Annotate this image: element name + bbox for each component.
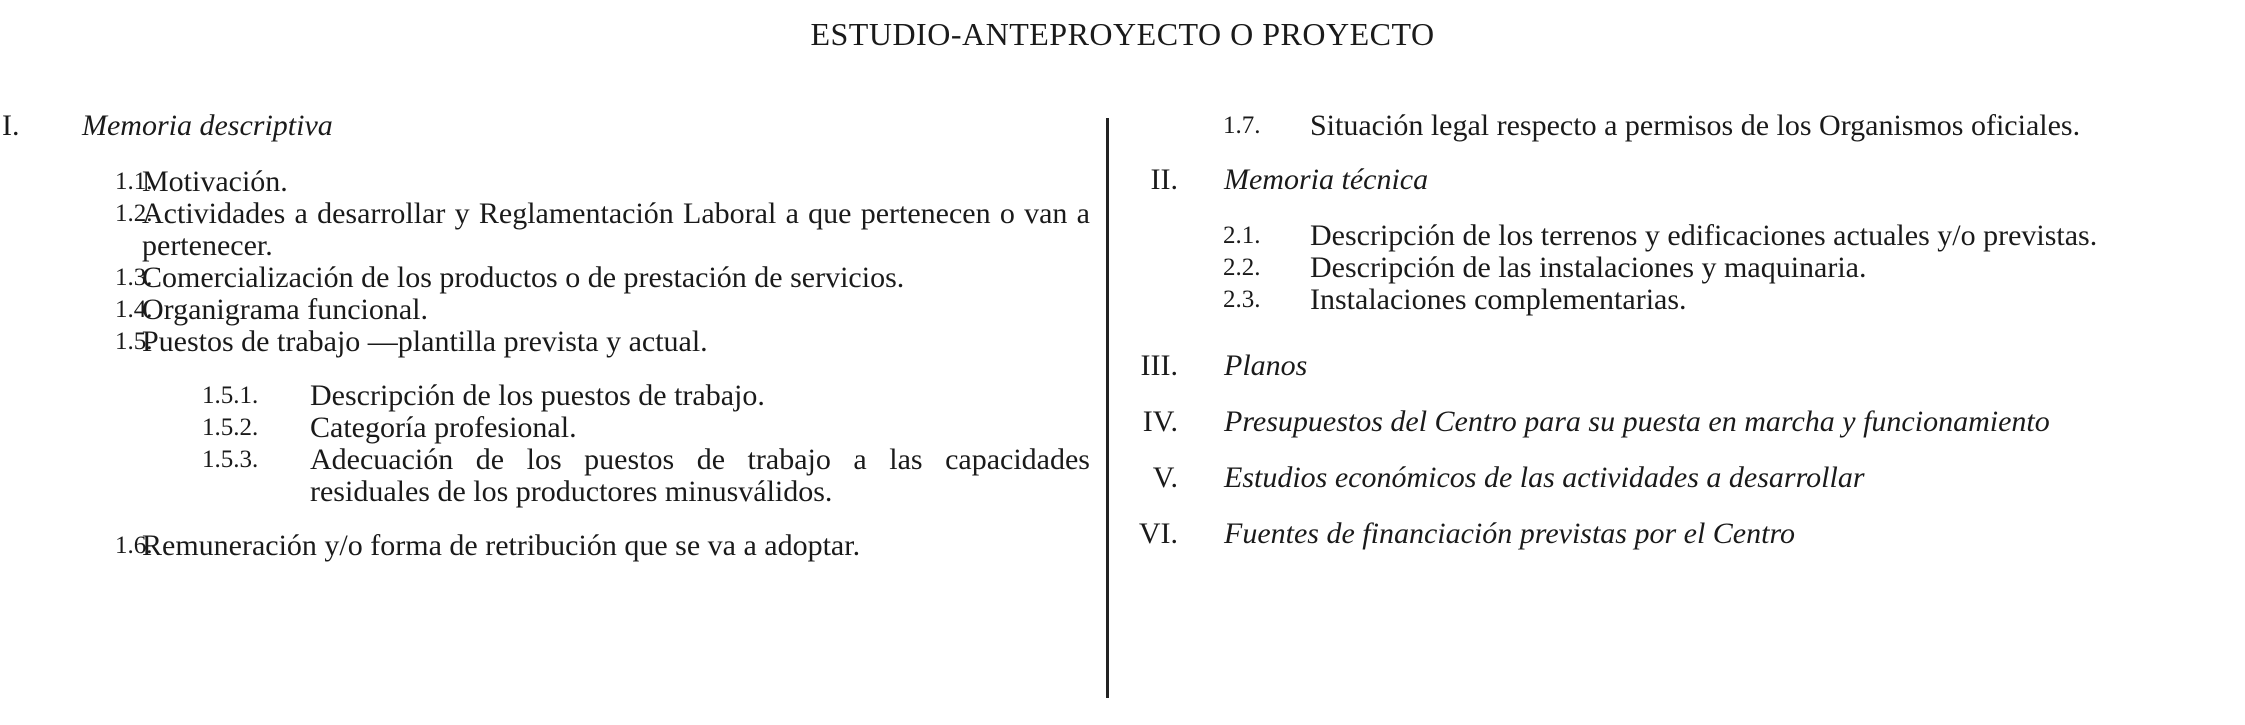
item-number: 1.1. — [115, 168, 153, 195]
section-memoria-tecnica — [1120, 164, 2220, 198]
item-text: Categoría profesional. — [310, 411, 577, 444]
sub-list-item — [0, 412, 1090, 444]
item-text: Descripción de las instalaciones y maquinaria. — [1310, 251, 1867, 284]
item-text: Actividades a desarrollar y Reglamentación Laboral a que pertenecen o van a pertenecer. — [142, 197, 1090, 262]
section-heading: Fuentes de financiación previstas por el Centro — [1224, 517, 1796, 550]
section-estudios-economicos — [1120, 462, 2220, 496]
section-number: III. — [1140, 349, 1178, 382]
sub-list-item — [0, 444, 1090, 508]
list-item — [1120, 220, 2220, 252]
section-heading: Estudios económicos de las actividades a desarrollar — [1224, 461, 1865, 494]
section-memoria-descriptiva — [0, 110, 1090, 144]
item-text: Descripción de los puestos de trabajo. — [310, 379, 765, 412]
section-fuentes-financiacion — [1120, 518, 2220, 552]
item-number: 2.2. — [1223, 254, 1261, 281]
section-presupuestos — [1120, 406, 2220, 440]
section-heading: Presupuestos del Centro para su puesta en marcha y funcionamiento — [1224, 405, 2050, 438]
list-item — [0, 530, 1090, 562]
item-text: Remuneración y/o forma de retribución que se va a adoptar. — [142, 529, 861, 562]
section-planos — [1120, 350, 2220, 384]
list-item — [0, 166, 1090, 198]
section-number: I. — [2, 109, 20, 142]
item-number: 1.3. — [115, 264, 153, 291]
column-divider — [1106, 118, 1109, 698]
item-number: 1.5. — [115, 328, 153, 355]
item-number: 1.5.3. — [202, 446, 259, 473]
section-heading: Memoria descriptiva — [82, 109, 333, 142]
item-text: Puestos de trabajo —plantilla prevista y actual. — [142, 325, 708, 358]
item-text: Adecuación de los puestos de trabajo a las capacidades residuales de los productores minusválidos. — [310, 443, 1090, 508]
item-text: Situación legal respecto a permisos de los Organismos oficiales. — [1310, 109, 2081, 142]
item-text: Organigrama funcional. — [142, 293, 429, 326]
item-text: Motivación. — [142, 165, 288, 198]
section-number: IV. — [1142, 405, 1178, 438]
list-item — [1120, 252, 2220, 284]
section-number: V. — [1152, 461, 1178, 494]
section-heading: Planos — [1224, 349, 1308, 382]
section-heading: Memoria técnica — [1224, 163, 1429, 196]
list-item — [0, 326, 1090, 358]
item-number: 1.5.2. — [202, 414, 259, 441]
list-item — [1120, 110, 2220, 142]
document-title: ESTUDIO-ANTEPROYECTO O PROYECTO — [810, 16, 1435, 52]
item-text: Descripción de los terrenos y edificaciones actuales y/o previstas. — [1310, 219, 2098, 252]
left-column — [0, 110, 1090, 562]
item-number: 2.1. — [1223, 222, 1261, 249]
item-number: 1.7. — [1223, 112, 1261, 139]
list-item — [0, 294, 1090, 326]
item-number: 1.2. — [115, 200, 153, 227]
item-text: Instalaciones complementarias. — [1310, 283, 1687, 316]
item-text: Comercialización de los productos o de prestación de servicios. — [142, 261, 905, 294]
section-number: VI. — [1138, 517, 1178, 550]
section-number: II. — [1150, 163, 1178, 196]
list-item — [1120, 284, 2220, 316]
item-number: 1.6. — [115, 532, 153, 559]
item-number: 1.4. — [115, 296, 153, 323]
item-number: 2.3. — [1223, 286, 1261, 313]
list-item — [0, 262, 1090, 294]
list-item — [0, 198, 1090, 262]
right-column — [1120, 110, 2220, 552]
sub-list-item — [0, 380, 1090, 412]
item-number: 1.5.1. — [202, 382, 259, 409]
